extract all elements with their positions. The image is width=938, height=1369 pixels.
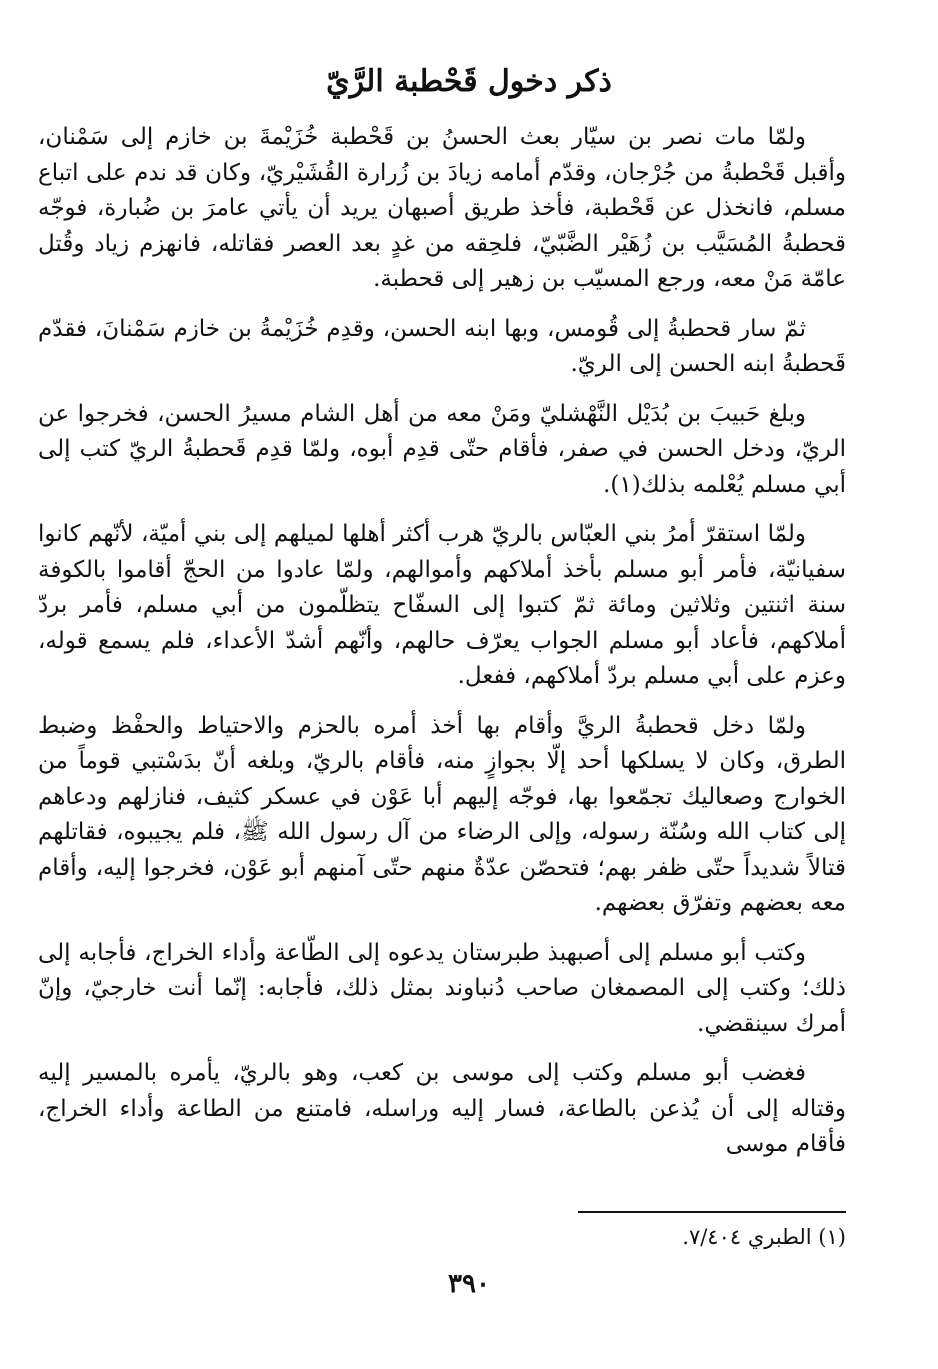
footnote: (١) الطبري ٧/٤٠٤. xyxy=(682,1225,846,1249)
page-number: ٣٩٠ xyxy=(448,1269,490,1299)
section-title: ذكر دخول قَحْطبة الرَّيّ xyxy=(326,64,612,99)
paragraph-6: وكتب أبو مسلم إلى أصبهبذ طبرستان يدعوه إلى الطّاعة وأداء الخراج، فأجابه إلى ذلك؛ وكتب إلى المصمغان صاحب دُنباوند بمثل ذلك، فأجابه: إنّما أنت خارجيّ، وإنّ أمرك سينقضي. xyxy=(38,939,846,1037)
paragraph-3: وبلغ حَبيبَ بن بُدَيْل النَّهْشليّ ومَنْ معه من أهل الشام مسيرُ الحسن، فخرجوا عن الريّ، ودخل الحسن في صفر، فأقام حتّى قدِم أبوه، ولمّا قدِم قَحطبةُ الريّ كتب إلى أبي مسلم يُعْلمه بذلك(١). xyxy=(38,400,846,498)
paragraph-7: فغضب أبو مسلم وكتب إلى موسى بن كعب، وهو بالريّ، يأمره بالمسير إليه وقتاله إلى أن يُذعن بالطاعة، فسار إليه وراسله، فامتنع من الطاعة وأداء الخراج، فأقام موسى xyxy=(38,1060,846,1157)
paragraph-4: ولمّا استقرّ أمرُ بني العبّاس بالريّ هرب أكثر أهلها لميلهم إلى بني أميّة، لأنّهم كانوا سفيانيّة، فأمر أبو مسلم بأخذ أملاكهم وأموالهم، ولمّا عادوا من الحجّ أقاموا بالكوفة سنة اثنتين وثلاثين ومائة ثمّ كتبوا إلى السفّاح يتظلّمون من أبي مسلم، فأمر بردّ أملاكهم، فأعاد أبو مسلم الجواب يعرّف حالهم، وأنّهم أشدّ الأعداء، فلم يسمع قوله، وعزم على أبي مسلم بردّ أملاكهم، ففعل. xyxy=(38,521,846,689)
footnote-divider xyxy=(578,1211,846,1213)
paragraph-2: ثمّ سار قحطبةُ إلى قُومس، وبها ابنه الحسن، وقدِم خُزَيْمةُ بن خازم سَمْنانَ، فقدّم قَحطبةُ ابنه الحسن إلى الريّ. xyxy=(38,315,846,377)
paragraph-5: ولمّا دخل قحطبةُ الريَّ وأقام بها أخذ أمره بالحزم والاحتياط والحفْظ وضبط الطرق، وكان لا يسلكها أحد إلّا بجوازٍ منه، فأقام بالريّ، وبلغه أنّ بدَسْتبي قوماً من الخوارج وصعاليك تجمّعوا بها، فوجّه إليهم أبا عَوْن في عسكر كثيف، فنازلهم ودعاهم إلى كتاب الله وسُنّة رسوله، وإلى الرضاء من آل رسول الله ﷺ، فلم يجيبوه، فقاتلهم قتالاً شديداً حتّى ظفر بهم؛ فتحصّن عدّةٌ منهم حتّى آمنهم أبو عَوْن، فخرجوا إليه، وأقام معه بعضهم وتفرّق بعضهم. xyxy=(38,712,846,916)
paragraph-1: ولمّا مات نصر بن سيّار بعث الحسنُ بن قَحْطبة خُزَيْمةَ بن خازم إلى سَمْنان، وأقبل قَحْطبةُ من جُرْجان، وقدّم أمامه زيادَ بن زُرارة القُشَيْريّ، وكان قد ندم على اتباع مسلم، فانخذل عن قَحْطبة، فأخذ طريق أصبهان يريد أن يأتي عامرَ بن ضُبارة، فوجّه قحطبةُ المُسَيَّب بن زُهَيْر الضَّبّيّ، فلحِقه من غدٍ بعد العصر فقاتله، فانهزم زياد وقُتل عامّة مَنْ معه، ورجع المسيّب بن زهير إلى قحطبة. xyxy=(38,124,846,292)
main-text xyxy=(38,120,846,1177)
